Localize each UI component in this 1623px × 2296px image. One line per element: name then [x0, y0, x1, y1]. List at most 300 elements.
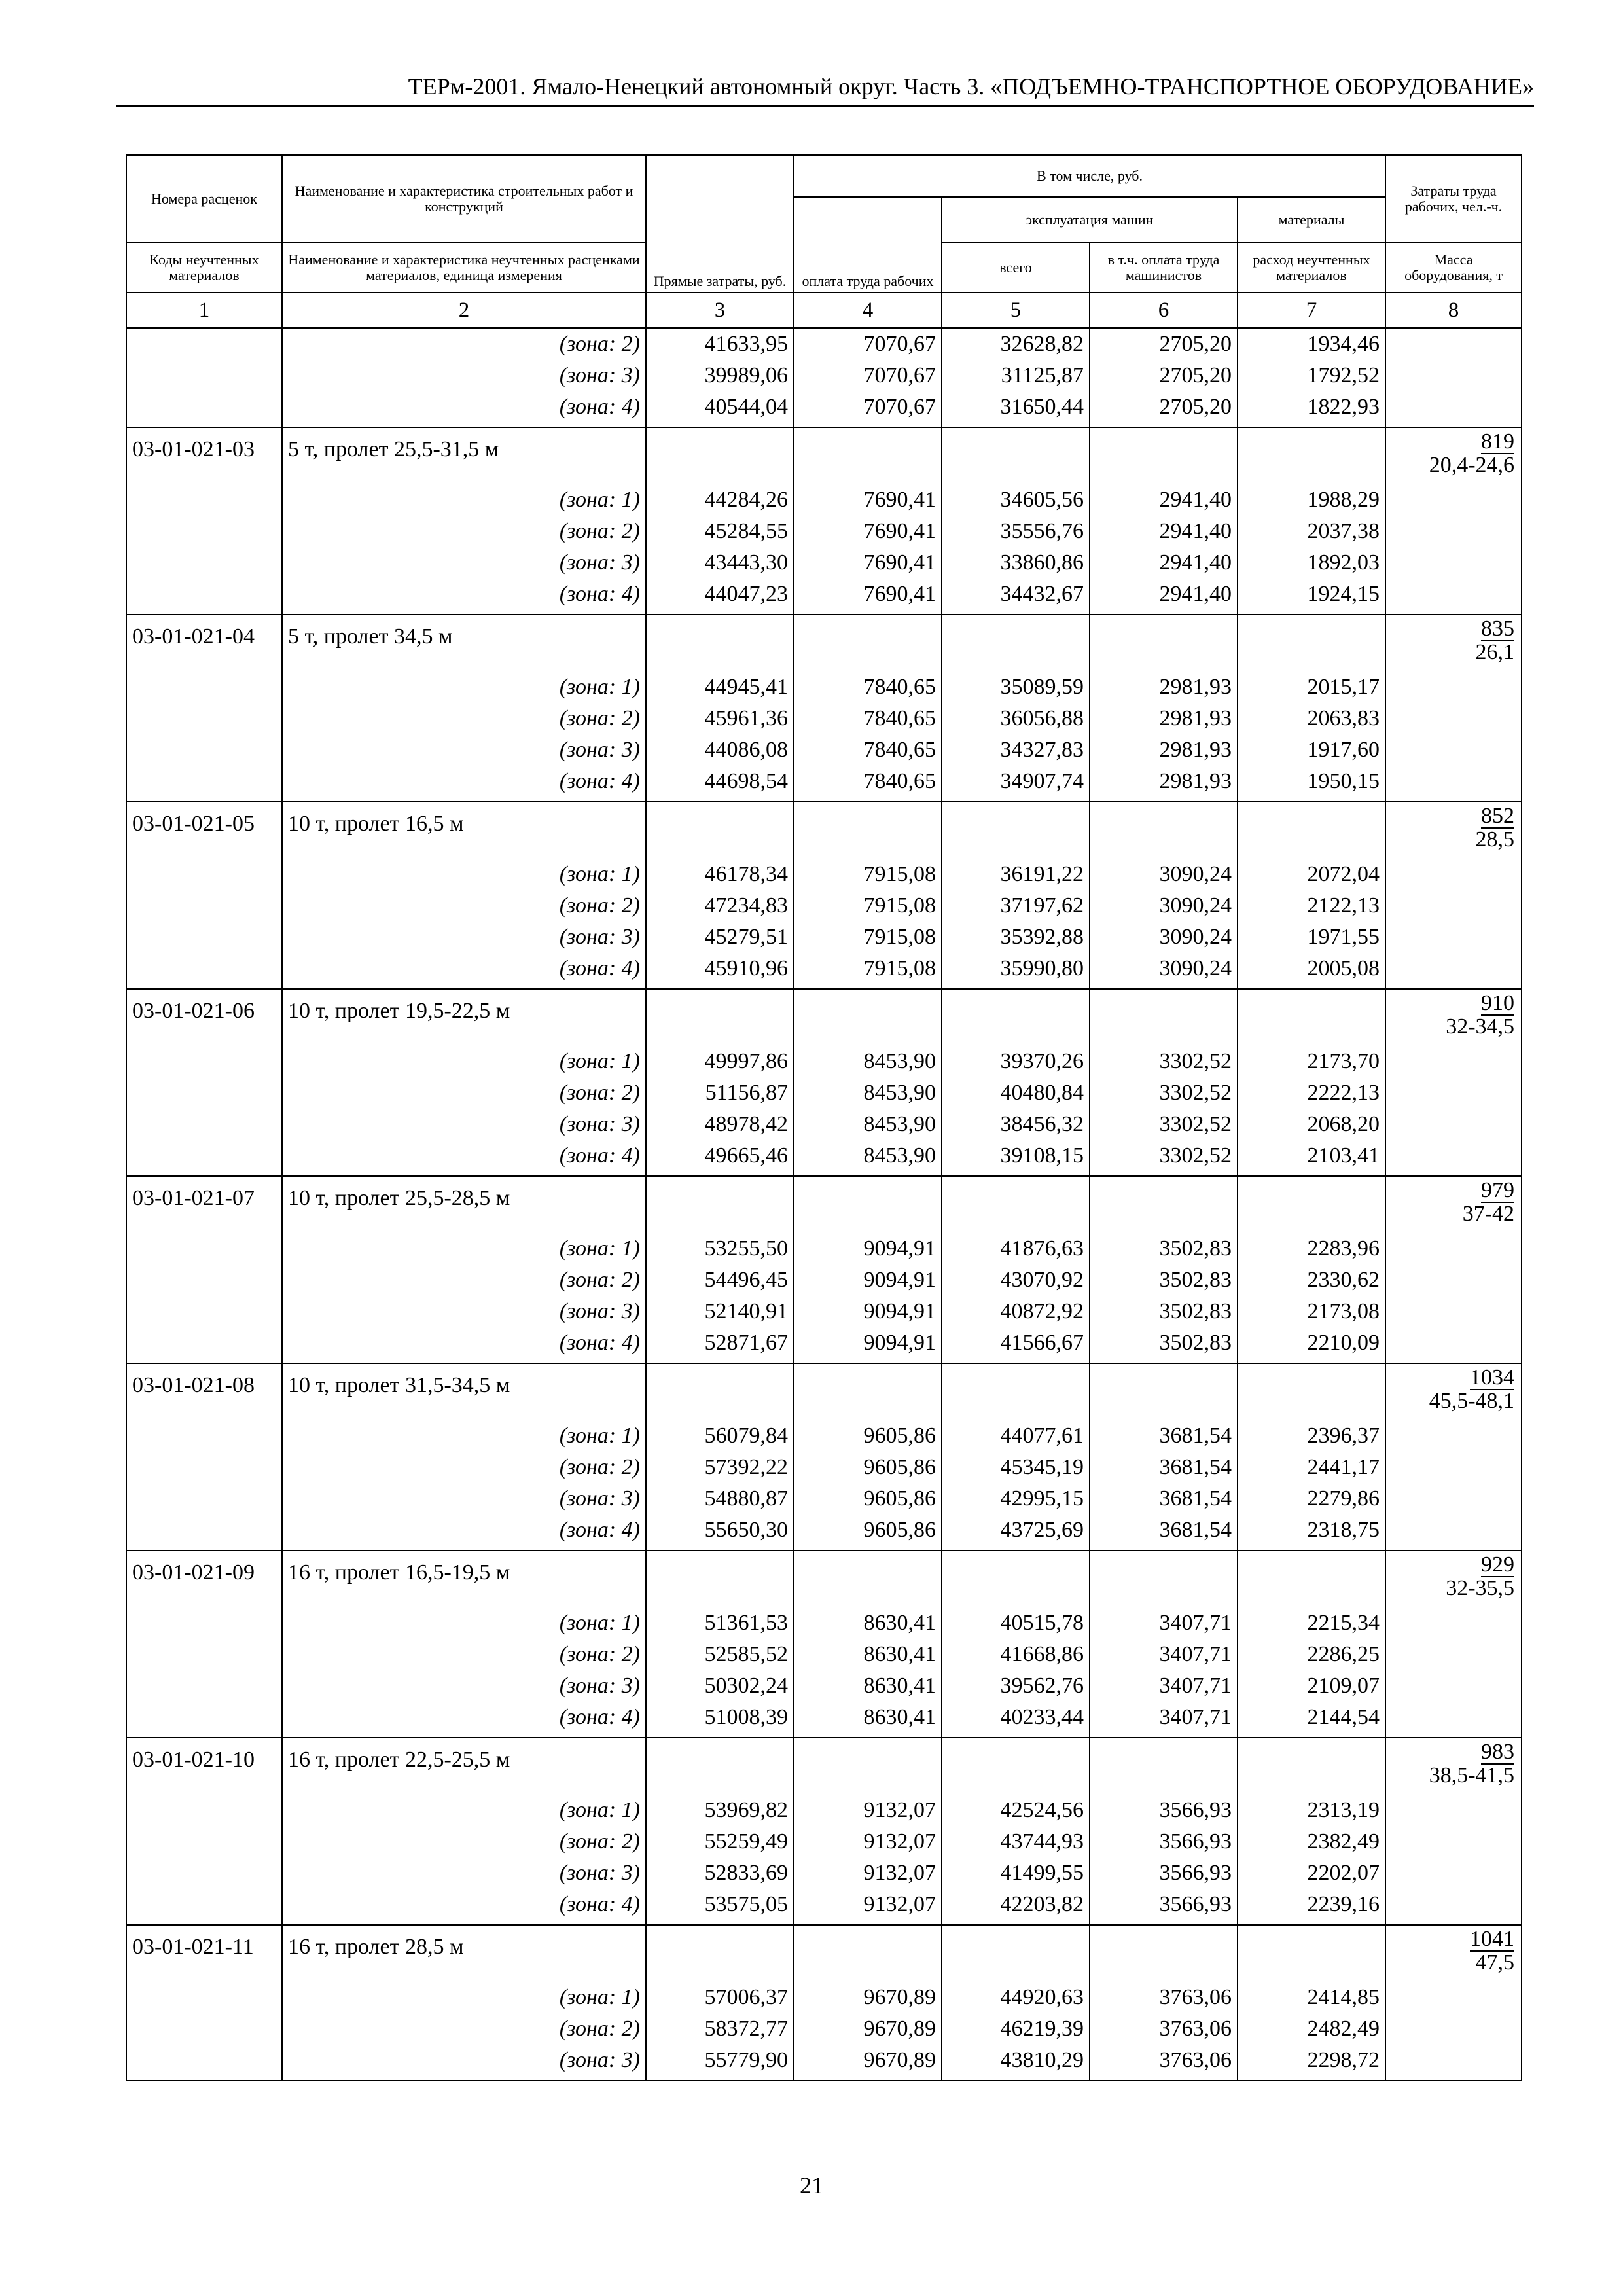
labor-cost-cell — [1385, 1826, 1522, 1857]
labor-pay-cell: 9132,07 — [794, 1795, 942, 1826]
labor-cost-cell — [1385, 1109, 1522, 1140]
operators-pay-cell: 3407,71 — [1090, 1702, 1238, 1738]
operators-pay-cell: 3681,54 — [1090, 1483, 1238, 1515]
labor-mass-cell — [1385, 615, 1522, 672]
rate-code: 03-01-021-05 — [126, 802, 282, 859]
empty-cell — [942, 1176, 1090, 1233]
table-row — [126, 953, 1522, 989]
code-cell — [126, 1857, 282, 1889]
labor-cost-cell — [1385, 859, 1522, 890]
operators-pay-cell: 3090,24 — [1090, 953, 1238, 989]
materials-cell: 2414,85 — [1238, 1982, 1385, 2013]
operators-pay-cell: 2941,40 — [1090, 579, 1238, 615]
labor-pay-cell: 8630,41 — [794, 1702, 942, 1738]
labor-cost-cell — [1385, 391, 1522, 427]
empty-cell — [794, 1925, 942, 1982]
zone-label: (зона: 3) — [282, 1857, 646, 1889]
code-cell — [126, 703, 282, 734]
zone-label: (зона: 2) — [282, 1077, 646, 1109]
empty-cell — [1090, 802, 1238, 859]
zone-label: (зона: 2) — [282, 328, 646, 360]
labor-cost-cell — [1385, 734, 1522, 766]
labor-pay-cell: 8453,90 — [794, 1109, 942, 1140]
page-number: 21 — [800, 2172, 823, 2198]
direct-cost-cell: 52140,91 — [646, 1296, 794, 1327]
equipment-mass-value: 47,5 — [1475, 1950, 1515, 1975]
machines-total-cell: 31650,44 — [942, 391, 1090, 427]
machines-total-cell: 44920,63 — [942, 1982, 1090, 2013]
code-cell — [126, 328, 282, 360]
zone-label: (зона: 2) — [282, 1452, 646, 1483]
materials-cell: 2382,49 — [1238, 1826, 1385, 1857]
code-cell — [126, 1233, 282, 1265]
empty-cell — [646, 1363, 794, 1420]
labor-pay-cell: 9605,86 — [794, 1515, 942, 1551]
labor-cost-cell — [1385, 1077, 1522, 1109]
machines-total-cell: 41499,55 — [942, 1857, 1090, 1889]
zone-label: (зона: 4) — [282, 1515, 646, 1551]
labor-cost-cell — [1385, 1420, 1522, 1452]
operators-pay-cell: 2981,93 — [1090, 672, 1238, 703]
column-number: 5 — [942, 293, 1090, 328]
empty-cell — [646, 802, 794, 859]
empty-cell — [646, 427, 794, 484]
direct-cost-cell: 55650,30 — [646, 1515, 794, 1551]
code-cell — [126, 1077, 282, 1109]
machines-total-cell: 40480,84 — [942, 1077, 1090, 1109]
operators-pay-cell: 2981,93 — [1090, 734, 1238, 766]
column-number: 4 — [794, 293, 942, 328]
empty-cell — [1090, 1551, 1238, 1607]
labor-pay-cell: 9132,07 — [794, 1889, 942, 1925]
code-cell — [126, 2045, 282, 2081]
empty-cell — [942, 802, 1090, 859]
zone-label: (зона: 2) — [282, 703, 646, 734]
materials-cell: 2210,09 — [1238, 1327, 1385, 1363]
labor-cost-cell — [1385, 516, 1522, 547]
labor-cost-value: 819 — [1481, 429, 1515, 454]
rate-code: 03-01-021-11 — [126, 1925, 282, 1982]
labor-cost-cell — [1385, 547, 1522, 579]
labor-cost-cell — [1385, 1857, 1522, 1889]
direct-cost-cell: 58372,77 — [646, 2013, 794, 2045]
labor-cost-cell — [1385, 1670, 1522, 1702]
table-row — [126, 734, 1522, 766]
zone-label: (зона: 3) — [282, 922, 646, 953]
materials-cell: 2202,07 — [1238, 1857, 1385, 1889]
empty-cell — [1090, 1925, 1238, 1982]
direct-cost-cell: 44047,23 — [646, 579, 794, 615]
zone-label: (зона: 2) — [282, 2013, 646, 2045]
zone-label: (зона: 1) — [282, 1046, 646, 1077]
machines-total-cell: 44077,61 — [942, 1420, 1090, 1452]
zone-label: (зона: 4) — [282, 1889, 646, 1925]
zone-label: (зона: 4) — [282, 1702, 646, 1738]
running-header: ТЕРм-2001. Ямало-Ненецкий автономный округ. Часть 3. «ПОДЪЕМНО-ТРАНСПОРТНОЕ ОБОРУДОВАНИЕ» — [408, 73, 1534, 99]
operators-pay-cell: 3502,83 — [1090, 1265, 1238, 1296]
machines-total-cell: 35392,88 — [942, 922, 1090, 953]
equipment-mass-value: 32-34,5 — [1446, 1014, 1515, 1039]
code-cell — [126, 1452, 282, 1483]
operators-pay-cell: 3502,83 — [1090, 1233, 1238, 1265]
rate-code: 03-01-021-09 — [126, 1551, 282, 1607]
zone-label: (зона: 1) — [282, 1420, 646, 1452]
materials-cell: 2122,13 — [1238, 890, 1385, 922]
direct-cost-cell: 51156,87 — [646, 1077, 794, 1109]
materials-cell: 2298,72 — [1238, 2045, 1385, 2081]
table-row — [126, 1265, 1522, 1296]
table-row — [126, 922, 1522, 953]
column-number: 1 — [126, 293, 282, 328]
operators-pay-cell: 3302,52 — [1090, 1109, 1238, 1140]
code-cell — [126, 1670, 282, 1702]
machines-total-cell: 39562,76 — [942, 1670, 1090, 1702]
labor-pay-cell: 9094,91 — [794, 1296, 942, 1327]
equipment-mass-value: 20,4-24,6 — [1429, 453, 1515, 477]
labor-cost-cell — [1385, 484, 1522, 516]
code-cell — [126, 1795, 282, 1826]
operators-pay-cell: 3090,24 — [1090, 922, 1238, 953]
zone-label: (зона: 3) — [282, 1670, 646, 1702]
empty-cell — [942, 1551, 1090, 1607]
column-number: 6 — [1090, 293, 1238, 328]
machines-total-cell: 40515,78 — [942, 1607, 1090, 1639]
labor-cost-cell — [1385, 2013, 1522, 2045]
machines-total-cell: 31125,87 — [942, 360, 1090, 391]
operators-pay-cell: 2941,40 — [1090, 484, 1238, 516]
operators-pay-cell: 2981,93 — [1090, 766, 1238, 802]
machines-total-cell: 34432,67 — [942, 579, 1090, 615]
rate-title-row — [126, 427, 1522, 484]
labor-cost-value: 979 — [1481, 1178, 1515, 1202]
col1-header-top: Номера расценок — [126, 155, 282, 243]
labor-pay-cell: 7690,41 — [794, 484, 942, 516]
empty-cell — [1238, 1363, 1385, 1420]
labor-cost-cell — [1385, 328, 1522, 360]
empty-cell — [942, 989, 1090, 1046]
zone-label: (зона: 1) — [282, 1795, 646, 1826]
operators-pay-cell: 3681,54 — [1090, 1420, 1238, 1452]
rate-name: 16 т, пролет 16,5-19,5 м — [282, 1551, 646, 1607]
empty-cell — [794, 989, 942, 1046]
code-cell — [126, 1046, 282, 1077]
labor-pay-cell: 9094,91 — [794, 1265, 942, 1296]
empty-cell — [1090, 1176, 1238, 1233]
labor-cost-cell — [1385, 2045, 1522, 2081]
operators-pay-cell: 3407,71 — [1090, 1607, 1238, 1639]
direct-cost-cell: 41633,95 — [646, 328, 794, 360]
direct-cost-cell: 44284,26 — [646, 484, 794, 516]
table-row — [126, 1515, 1522, 1551]
rates-table — [126, 154, 1522, 2081]
labor-pay-cell: 7840,65 — [794, 672, 942, 703]
materials-cell: 2396,37 — [1238, 1420, 1385, 1452]
direct-cost-cell: 52833,69 — [646, 1857, 794, 1889]
labor-pay-cell: 9094,91 — [794, 1233, 942, 1265]
rate-code: 03-01-021-04 — [126, 615, 282, 672]
empty-cell — [1238, 427, 1385, 484]
direct-cost-cell: 44945,41 — [646, 672, 794, 703]
zone-label: (зона: 1) — [282, 1607, 646, 1639]
code-cell — [126, 672, 282, 703]
code-cell — [126, 360, 282, 391]
labor-pay-cell: 7690,41 — [794, 516, 942, 547]
direct-cost-cell: 44698,54 — [646, 766, 794, 802]
materials-cell: 1792,52 — [1238, 360, 1385, 391]
labor-cost-value: 983 — [1481, 1740, 1515, 1764]
code-cell — [126, 1702, 282, 1738]
labor-pay-cell: 7070,67 — [794, 360, 942, 391]
code-cell — [126, 516, 282, 547]
labor-pay-cell: 7070,67 — [794, 328, 942, 360]
direct-cost-cell: 53969,82 — [646, 1795, 794, 1826]
materials-cell: 2318,75 — [1238, 1515, 1385, 1551]
labor-cost-value: 852 — [1481, 804, 1515, 828]
code-cell — [126, 1889, 282, 1925]
empty-cell — [794, 1738, 942, 1795]
machines-total-cell: 41566,67 — [942, 1327, 1090, 1363]
direct-cost-cell: 57006,37 — [646, 1982, 794, 2013]
operators-pay-cell: 3302,52 — [1090, 1140, 1238, 1176]
labor-cost-cell — [1385, 1889, 1522, 1925]
labor-pay-cell: 9132,07 — [794, 1857, 942, 1889]
direct-cost-cell: 40544,04 — [646, 391, 794, 427]
labor-cost-cell — [1385, 1265, 1522, 1296]
labor-cost-cell — [1385, 703, 1522, 734]
empty-cell — [794, 1176, 942, 1233]
col5-header: всего — [942, 243, 1090, 293]
labor-cost-cell — [1385, 1607, 1522, 1639]
direct-cost-cell: 54496,45 — [646, 1265, 794, 1296]
zone-label: (зона: 3) — [282, 1483, 646, 1515]
rate-code: 03-01-021-08 — [126, 1363, 282, 1420]
code-cell — [126, 1327, 282, 1363]
labor-pay-cell: 7915,08 — [794, 890, 942, 922]
labor-mass-cell — [1385, 1738, 1522, 1795]
col7-header-top: материалы — [1238, 197, 1385, 243]
code-cell — [126, 1515, 282, 1551]
rate-code: 03-01-021-10 — [126, 1738, 282, 1795]
rate-name: 5 т, пролет 25,5-31,5 м — [282, 427, 646, 484]
rate-title-row — [126, 615, 1522, 672]
machines-total-cell: 43070,92 — [942, 1265, 1090, 1296]
materials-cell: 2072,04 — [1238, 859, 1385, 890]
materials-cell: 2068,20 — [1238, 1109, 1385, 1140]
code-cell — [126, 484, 282, 516]
code-cell — [126, 1982, 282, 2013]
empty-cell — [1090, 1738, 1238, 1795]
machines-total-cell: 42995,15 — [942, 1483, 1090, 1515]
empty-cell — [942, 615, 1090, 672]
empty-cell — [646, 1738, 794, 1795]
col2-header-bottom: Наименование и характеристика неучтенных расценками материалов, единица измерения — [282, 243, 646, 293]
labor-mass-cell — [1385, 1551, 1522, 1607]
labor-cost-cell — [1385, 360, 1522, 391]
direct-cost-cell: 51361,53 — [646, 1607, 794, 1639]
machines-total-cell: 34605,56 — [942, 484, 1090, 516]
code-cell — [126, 1639, 282, 1670]
machines-total-cell: 46219,39 — [942, 2013, 1090, 2045]
code-cell — [126, 1109, 282, 1140]
labor-mass-cell — [1385, 427, 1522, 484]
direct-cost-cell: 53255,50 — [646, 1233, 794, 1265]
table-row — [126, 1982, 1522, 2013]
labor-pay-cell: 9605,86 — [794, 1420, 942, 1452]
table-row — [126, 890, 1522, 922]
column-number: 8 — [1385, 293, 1522, 328]
materials-cell: 2173,08 — [1238, 1296, 1385, 1327]
operators-pay-cell: 2941,40 — [1090, 516, 1238, 547]
header-rule — [116, 105, 1534, 107]
direct-cost-cell: 49997,86 — [646, 1046, 794, 1077]
labor-pay-cell: 8453,90 — [794, 1077, 942, 1109]
labor-mass-cell — [1385, 989, 1522, 1046]
empty-cell — [1090, 427, 1238, 484]
labor-pay-cell: 7915,08 — [794, 953, 942, 989]
direct-cost-cell: 44086,08 — [646, 734, 794, 766]
machines-total-cell: 40233,44 — [942, 1702, 1090, 1738]
labor-pay-cell: 9094,91 — [794, 1327, 942, 1363]
col7-header-bottom: расход неучтенных материалов — [1238, 243, 1385, 293]
empty-cell — [1238, 1176, 1385, 1233]
labor-pay-cell: 7690,41 — [794, 547, 942, 579]
empty-cell — [942, 1925, 1090, 1982]
labor-cost-cell — [1385, 1795, 1522, 1826]
empty-cell — [1090, 1363, 1238, 1420]
equipment-mass-value: 26,1 — [1475, 640, 1515, 664]
equipment-mass-value: 28,5 — [1475, 827, 1515, 852]
labor-pay-cell: 7840,65 — [794, 703, 942, 734]
table-row — [126, 579, 1522, 615]
operators-pay-cell: 3566,93 — [1090, 1826, 1238, 1857]
zone-label: (зона: 1) — [282, 1982, 646, 2013]
labor-pay-cell: 8630,41 — [794, 1639, 942, 1670]
zone-label: (зона: 2) — [282, 1265, 646, 1296]
materials-cell: 2222,13 — [1238, 1077, 1385, 1109]
materials-cell: 1950,15 — [1238, 766, 1385, 802]
labor-mass-cell — [1385, 802, 1522, 859]
materials-cell: 2103,41 — [1238, 1140, 1385, 1176]
rate-title-row — [126, 802, 1522, 859]
machines-total-cell: 39370,26 — [942, 1046, 1090, 1077]
labor-pay-cell: 9132,07 — [794, 1826, 942, 1857]
rate-name: 5 т, пролет 34,5 м — [282, 615, 646, 672]
empty-cell — [794, 1551, 942, 1607]
code-cell — [126, 922, 282, 953]
col1-header-bottom: Коды неучтенных материалов — [126, 243, 282, 293]
machines-total-cell: 38456,32 — [942, 1109, 1090, 1140]
labor-cost-cell — [1385, 1233, 1522, 1265]
machines-total-cell: 33860,86 — [942, 547, 1090, 579]
table-row — [126, 1889, 1522, 1925]
table-row — [126, 1826, 1522, 1857]
labor-pay-cell: 9670,89 — [794, 2013, 942, 2045]
materials-cell: 2441,17 — [1238, 1452, 1385, 1483]
labor-pay-cell: 8630,41 — [794, 1670, 942, 1702]
materials-cell: 1917,60 — [1238, 734, 1385, 766]
code-cell — [126, 1420, 282, 1452]
group-incl-header: В том числе, руб. — [794, 155, 1385, 197]
labor-cost-cell — [1385, 1483, 1522, 1515]
rate-name: 10 т, пролет 19,5-22,5 м — [282, 989, 646, 1046]
rate-title-row — [126, 989, 1522, 1046]
materials-cell: 1988,29 — [1238, 484, 1385, 516]
table-row — [126, 672, 1522, 703]
table-row — [126, 1046, 1522, 1077]
materials-cell: 2482,49 — [1238, 2013, 1385, 2045]
machines-total-cell: 39108,15 — [942, 1140, 1090, 1176]
direct-cost-cell: 54880,87 — [646, 1483, 794, 1515]
col8-header-top: Затраты труда рабочих, чел.-ч. — [1385, 155, 1522, 243]
materials-cell: 2109,07 — [1238, 1670, 1385, 1702]
materials-cell: 2144,54 — [1238, 1702, 1385, 1738]
code-cell — [126, 1265, 282, 1296]
code-cell — [126, 1140, 282, 1176]
labor-mass-cell — [1385, 1925, 1522, 1982]
table-row — [126, 1702, 1522, 1738]
zone-label: (зона: 3) — [282, 2045, 646, 2081]
operators-pay-cell: 3566,93 — [1090, 1889, 1238, 1925]
labor-cost-value: 1034 — [1470, 1365, 1515, 1390]
rate-title-row — [126, 1363, 1522, 1420]
operators-pay-cell: 2705,20 — [1090, 328, 1238, 360]
code-cell — [126, 1483, 282, 1515]
machines-total-cell: 42524,56 — [942, 1795, 1090, 1826]
zone-label: (зона: 3) — [282, 360, 646, 391]
column-number: 3 — [646, 293, 794, 328]
operators-pay-cell: 3090,24 — [1090, 890, 1238, 922]
empty-cell — [1238, 1925, 1385, 1982]
materials-cell: 2015,17 — [1238, 672, 1385, 703]
empty-cell — [646, 1551, 794, 1607]
col8-header-bottom: Масса оборудования, т — [1385, 243, 1522, 293]
machines-total-cell: 41876,63 — [942, 1233, 1090, 1265]
machines-total-cell: 43744,93 — [942, 1826, 1090, 1857]
table-row — [126, 1639, 1522, 1670]
direct-cost-cell: 52871,67 — [646, 1327, 794, 1363]
direct-cost-cell: 57392,22 — [646, 1452, 794, 1483]
materials-cell: 1822,93 — [1238, 391, 1385, 427]
zone-label: (зона: 4) — [282, 579, 646, 615]
labor-pay-cell: 7915,08 — [794, 922, 942, 953]
table-row — [126, 1296, 1522, 1327]
zone-label: (зона: 1) — [282, 859, 646, 890]
zone-label: (зона: 1) — [282, 1233, 646, 1265]
empty-cell — [1090, 989, 1238, 1046]
empty-cell — [646, 989, 794, 1046]
labor-cost-cell — [1385, 1140, 1522, 1176]
code-cell — [126, 766, 282, 802]
empty-cell — [1090, 615, 1238, 672]
code-cell — [126, 1607, 282, 1639]
operators-pay-cell: 3090,24 — [1090, 859, 1238, 890]
table-row — [126, 1857, 1522, 1889]
col6-header: в т.ч. оплата труда машинистов — [1090, 243, 1238, 293]
empty-cell — [1238, 1738, 1385, 1795]
column-number: 2 — [282, 293, 646, 328]
zone-label: (зона: 1) — [282, 672, 646, 703]
empty-cell — [794, 802, 942, 859]
labor-pay-cell: 9605,86 — [794, 1452, 942, 1483]
materials-cell: 1892,03 — [1238, 547, 1385, 579]
labor-mass-cell — [1385, 1176, 1522, 1233]
operators-pay-cell: 2981,93 — [1090, 703, 1238, 734]
rate-code: 03-01-021-03 — [126, 427, 282, 484]
table-row — [126, 1670, 1522, 1702]
machines-total-cell: 36191,22 — [942, 859, 1090, 890]
operators-pay-cell: 2705,20 — [1090, 391, 1238, 427]
code-cell — [126, 1296, 282, 1327]
